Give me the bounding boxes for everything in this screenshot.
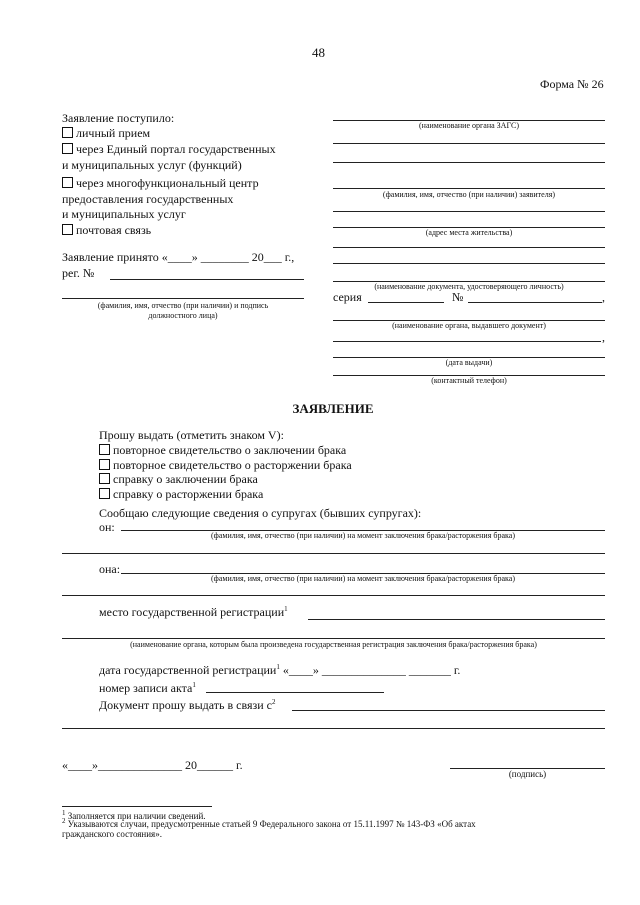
id-doc-field-1[interactable] [333, 263, 605, 264]
checkbox-repeat-marriage[interactable] [99, 444, 110, 455]
place-field-2[interactable] [62, 638, 605, 639]
she-field-2[interactable] [62, 595, 605, 596]
footnote-2: $^2$ Указываются случаи, предусмотренные статьей 9 Федерального закона от 15.11.1997 № 143-ФЗ «Об актах [62, 817, 476, 829]
request-option-2: повторное свидетельство о расторжении брака [99, 458, 352, 473]
option-personal: личный прием [62, 126, 150, 141]
address-field-3[interactable] [333, 247, 605, 248]
series-field[interactable] [368, 302, 444, 303]
signature-date[interactable]: «____»______________ 20______ г. [62, 758, 243, 772]
reg-number-field[interactable] [110, 279, 304, 280]
number-comma: , [602, 290, 605, 304]
issue-date-caption: (дата выдачи) [445, 358, 493, 367]
act-label: номер записи акта$^1$ [99, 681, 196, 695]
reg-number-label: рег. № [62, 266, 95, 280]
issuer-field-2[interactable] [333, 341, 601, 342]
zags-field-2[interactable] [333, 143, 605, 144]
applicant-caption: (фамилия, имя, отчество (при наличии) заявителя) [382, 190, 556, 199]
checkbox-mfc[interactable] [62, 177, 73, 188]
series-label: серия [333, 290, 362, 304]
place-label: место государственной регистрации$^1$ [99, 605, 288, 619]
he-caption: (фамилия, имя, отчество (при наличии) на момент заключения брака/расторжения брака) [211, 531, 515, 540]
she-label: она: [99, 562, 121, 576]
received-title: Заявление поступило: [62, 111, 175, 125]
option-mfc-line2: предоставления государственных [62, 192, 234, 206]
act-number-field[interactable] [206, 692, 384, 693]
request-option-3: справку о заключении брака [99, 472, 258, 487]
she-caption: (фамилия, имя, отчество (при наличии) на момент заключения брака/расторжения брака) [211, 574, 515, 583]
accepted-line: Заявление принято «____» ________ 20___ г., [62, 250, 295, 264]
address-field-1[interactable] [333, 211, 605, 212]
option-portal: через Единый портал государственных [62, 142, 305, 157]
he-field-2[interactable] [62, 553, 605, 554]
request-option-4: справку о расторжении брака [99, 487, 263, 502]
official-caption: (фамилия, имя, отчество (при наличии) и подпись [97, 301, 269, 310]
checkbox-repeat-divorce[interactable] [99, 459, 110, 470]
place-field[interactable] [308, 619, 605, 620]
form-number: Форма № 26 [540, 77, 604, 91]
page-number: 48 [312, 45, 325, 60]
signature-caption: (подпись) [508, 769, 547, 779]
checkbox-portal[interactable] [62, 143, 73, 154]
option-mfc: через многофункциональный центр [62, 176, 259, 191]
footnote-divider [62, 806, 212, 807]
he-label: он: [99, 520, 115, 534]
option-mfc-line3: и муниципальных услуг [62, 207, 186, 221]
footnote-2-line2: гражданского состояния». [62, 829, 162, 839]
spouses-intro: Сообщаю следующие сведения о супругах (бывших супругах): [99, 506, 422, 520]
reason-field-2[interactable] [62, 728, 605, 729]
applicant-field-2[interactable] [333, 188, 605, 189]
checkbox-personal[interactable] [62, 127, 73, 138]
issuer-comma: , [602, 330, 605, 344]
reason-field[interactable] [292, 710, 605, 711]
issuer-caption: (наименование органа, выдавшего документ) [392, 321, 546, 330]
footnote-1: $^1$ Заполняется при наличии сведений. [62, 809, 206, 821]
reason-label: Документ прошу выдать в связи $с^2$ [99, 698, 276, 712]
number-label: № [452, 290, 464, 304]
number-field[interactable] [468, 302, 602, 303]
zags-caption: (наименование органа ЗАГС) [419, 121, 519, 130]
address-caption: (адрес места жительства) [425, 228, 513, 237]
option-post: почтовая связь [62, 223, 151, 238]
applicant-field-1[interactable] [333, 162, 605, 163]
checkbox-divorce-certificate[interactable] [99, 488, 110, 499]
page-title: ЗАЯВЛЕНИЕ [292, 401, 374, 416]
request-line: Прошу выдать (отметить знаком V): [99, 428, 284, 442]
id-doc-caption: (наименование документа, удостоверяющего личность) [374, 282, 564, 291]
official-caption-line2: должностного лица) [148, 311, 218, 320]
place-caption: (наименование органа, которым была произведена государственная регистрация заключения брака/расторжения брака) [130, 640, 537, 649]
request-option-1: повторное свидетельство о заключении брака [99, 443, 346, 458]
official-signature-field[interactable] [62, 298, 304, 299]
checkbox-marriage-certificate[interactable] [99, 473, 110, 484]
registration-date-field[interactable]: «____» ______________ _______ г. [282, 663, 461, 677]
checkbox-post[interactable] [62, 224, 73, 235]
option-portal-line2: и муниципальных услуг (функций) [62, 158, 242, 172]
date-label: дата государственной регистрации$^1$ «____» ______________ _______ г. [99, 663, 461, 677]
phone-caption: (контактный телефон) [431, 376, 507, 385]
